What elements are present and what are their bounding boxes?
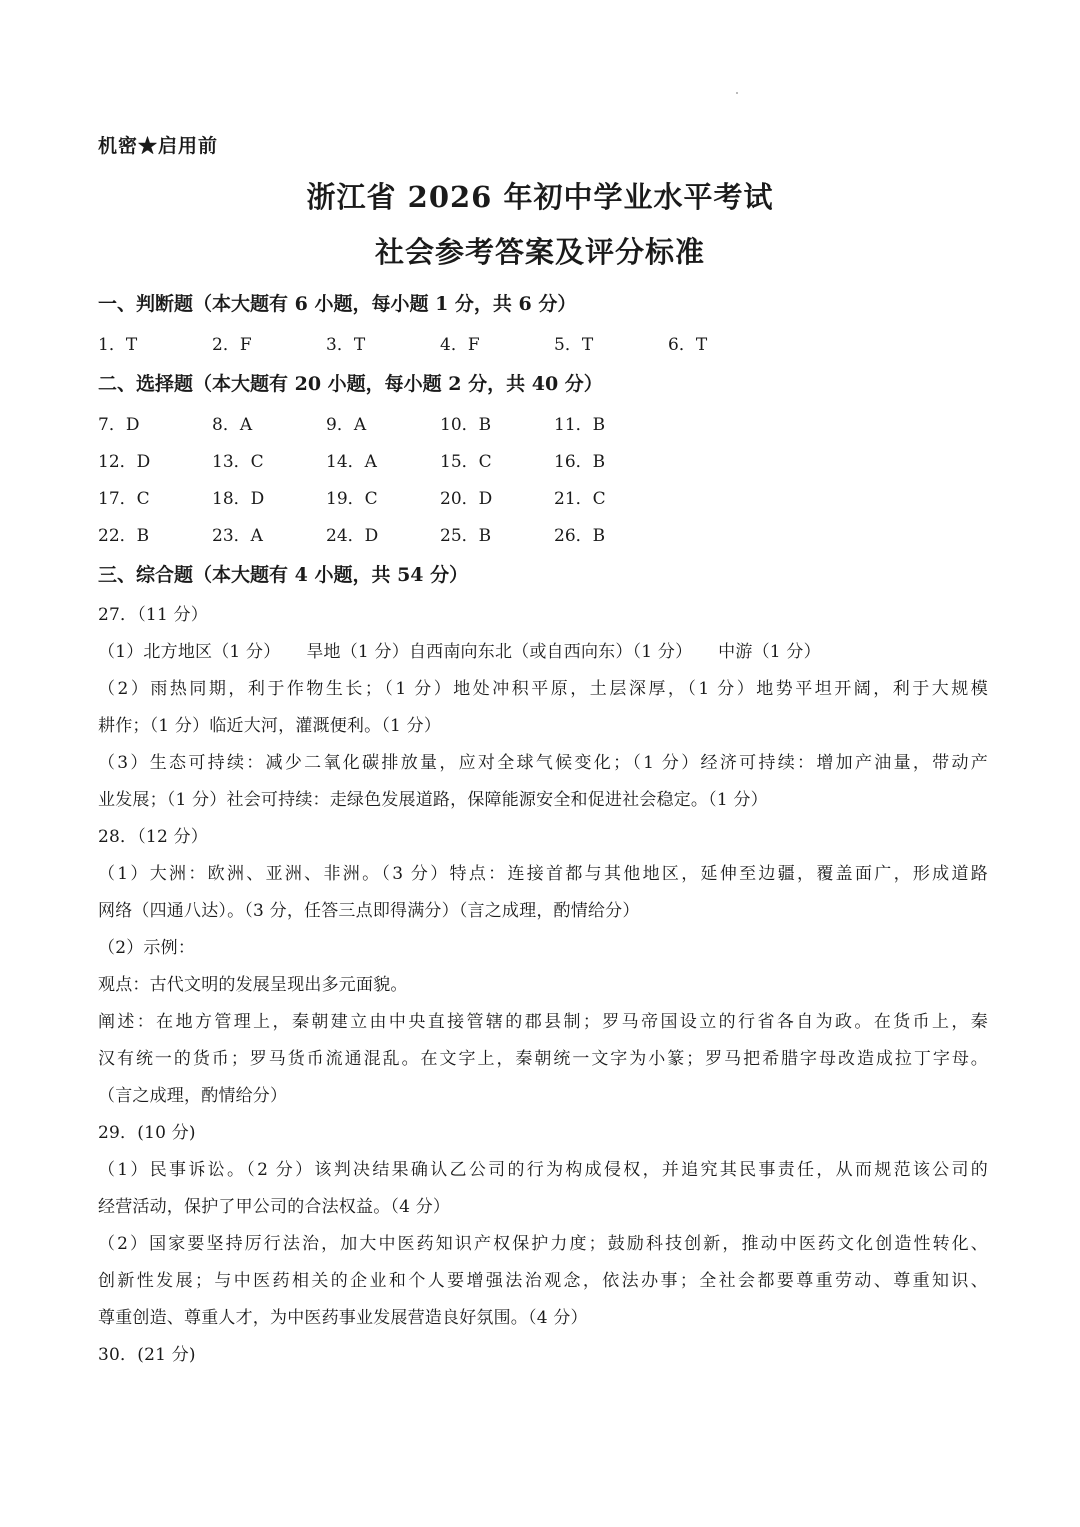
answer-item: 8．A [212,415,253,435]
answer-line: 阐述：在地方管理上，秦朝建立由中央直接管辖的郡县制；罗马帝国设立的行省各自为政。在货币上，秦 [98,1012,988,1032]
answer-item: 4．F [440,335,480,355]
answer-item: 24．D [326,526,379,546]
answer-item: 5．T [554,335,594,355]
answer-item: 11．B [554,415,606,435]
answer-line: 汉有统一的货币；罗马货币流通混乱。在文字上，秦朝统一文字为小篆；罗马把希腊字母改造成拉丁字母。 [98,1049,988,1069]
question-number: 28．（12 分） [98,827,208,847]
answer-item: 14．A [326,452,377,472]
section-heading-true-false: 一、判断题（本大题有 6 小题，每小题 1 分，共 6 分） [98,293,577,315]
answer-line: 网络（四通八达）。（3 分，任答三点即得满分）（言之成理，酌情给分） [98,901,640,921]
answer-line: 创新性发展；与中医药相关的企业和个人要增强法治观念，依法办事；全社会都要尊重劳动、尊重知识、 [98,1271,988,1291]
answer-item: 13．C [212,452,264,472]
answer-item: 26．B [554,526,606,546]
answer-item: 7．D [98,415,140,435]
answer-item: 12．D [98,452,151,472]
answer-item: 3．T [326,335,366,355]
answer-item: 10．B [440,415,492,435]
answer-line: 观点：古代文明的发展呈现出多元面貌。 [98,975,408,995]
answer-line: 耕作；（1 分）临近大河，灌溉便利。（1 分） [98,716,442,736]
answer-item: 9．A [326,415,367,435]
answer-item: 23．A [212,526,263,546]
answer-line: （1）北方地区（1 分） 旱地（1 分）自西南向东北（或自西向东）（1 分） 中游（1 分） [98,642,821,662]
answer-item: 25．B [440,526,492,546]
answer-line: （2）示例： [98,938,196,958]
question-number: 29．(10 分) [98,1123,196,1143]
answer-item: 6．T [668,335,708,355]
answer-item: 18．D [212,489,265,509]
answer-item: 16．B [554,452,606,472]
question-number: 30．(21 分) [98,1345,196,1365]
answer-item: 22．B [98,526,150,546]
answer-item: 2．F [212,335,252,355]
answer-item: 15．C [440,452,492,472]
answer-line: （言之成理，酌情给分） [98,1086,288,1106]
answer-line: （1）民事诉讼。（2 分）该判决结果确认乙公司的行为构成侵权，并追究其民事责任，从而规范该公司的 [98,1160,988,1180]
answer-item: 1．T [98,335,138,355]
answer-line: 业发展；（1 分）社会可持续：走绿色发展道路，保障能源安全和促进社会稳定。（1 分） [98,790,768,810]
answer-line: 经营活动，保护了甲公司的合法权益。（4 分） [98,1197,451,1217]
answer-line: （3）生态可持续：减少二氧化碳排放量，应对全球气候变化；（1 分）经济可持续：增加产油量，带动产 [98,753,988,773]
answer-item: 21．C [554,489,606,509]
answer-item: 17．C [98,489,150,509]
scan-speck [736,92,738,94]
answer-item: 20．D [440,489,493,509]
answer-line: （2）雨热同期，利于作物生长；（1 分）地处冲积平原，土层深厚，（1 分）地势平坦开阔，利于大规模 [98,679,988,699]
section-heading-multiple-choice: 二、选择题（本大题有 20 小题，每小题 2 分，共 40 分） [98,373,603,395]
exam-title: 浙江省 2026 年初中学业水平考试 [306,180,774,214]
answer-line: 尊重创造、尊重人才，为中医药事业发展营造良好氛围。（4 分） [98,1308,588,1328]
answer-line: （1）大洲：欧洲、亚洲、非洲。（3 分）特点：连接首都与其他地区，延伸至边疆，覆盖面广，形成道路 [98,864,988,884]
section-heading-comprehensive: 三、综合题（本大题有 4 小题，共 54 分） [98,564,469,586]
confidential-label: 机密★启用前 [98,135,219,157]
question-number: 27．（11 分） [98,605,208,625]
answer-line: （2）国家要坚持厉行法治，加大中医药知识产权保护力度；鼓励科技创新，推动中医药文化创造性转化、 [98,1234,988,1254]
exam-subtitle: 社会参考答案及评分标准 [374,235,705,269]
answer-item: 19．C [326,489,378,509]
